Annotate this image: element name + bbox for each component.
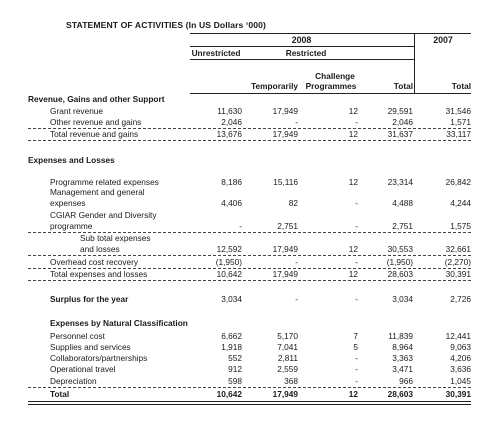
header-total-2008: Total xyxy=(393,81,413,91)
header-programmes: Programmes xyxy=(305,81,357,91)
statement-title: STATEMENT OF ACTIVITIES (In US Dollars ‘000) xyxy=(66,20,267,30)
section-expenses: Expenses and Losses xyxy=(28,155,115,165)
header-restricted: Restricted xyxy=(285,48,327,58)
header-year-2007: 2007 xyxy=(433,35,453,45)
header-total-2007: Total xyxy=(451,81,471,91)
header-temporarily: Temporarily xyxy=(251,81,298,91)
header-unrestricted: Unrestricted xyxy=(191,48,241,58)
header-challenge: Challenge xyxy=(315,71,355,81)
row-divider xyxy=(28,387,471,388)
header-low-rule xyxy=(190,59,414,60)
header-top-rule xyxy=(190,33,471,34)
row-divider xyxy=(28,280,471,281)
grand-total-double-rule xyxy=(28,401,471,405)
section-revenue: Revenue, Gains and other Support xyxy=(28,94,165,104)
row-divider xyxy=(28,255,471,256)
header-bottom-rule xyxy=(190,93,471,94)
header-year-2008: 2008 xyxy=(291,35,312,45)
header-mid-rule xyxy=(190,46,414,47)
row-divider xyxy=(28,140,471,141)
section-natural-classification: Expenses by Natural Classification xyxy=(50,318,188,328)
section-surplus: Surplus for the year xyxy=(50,294,129,304)
